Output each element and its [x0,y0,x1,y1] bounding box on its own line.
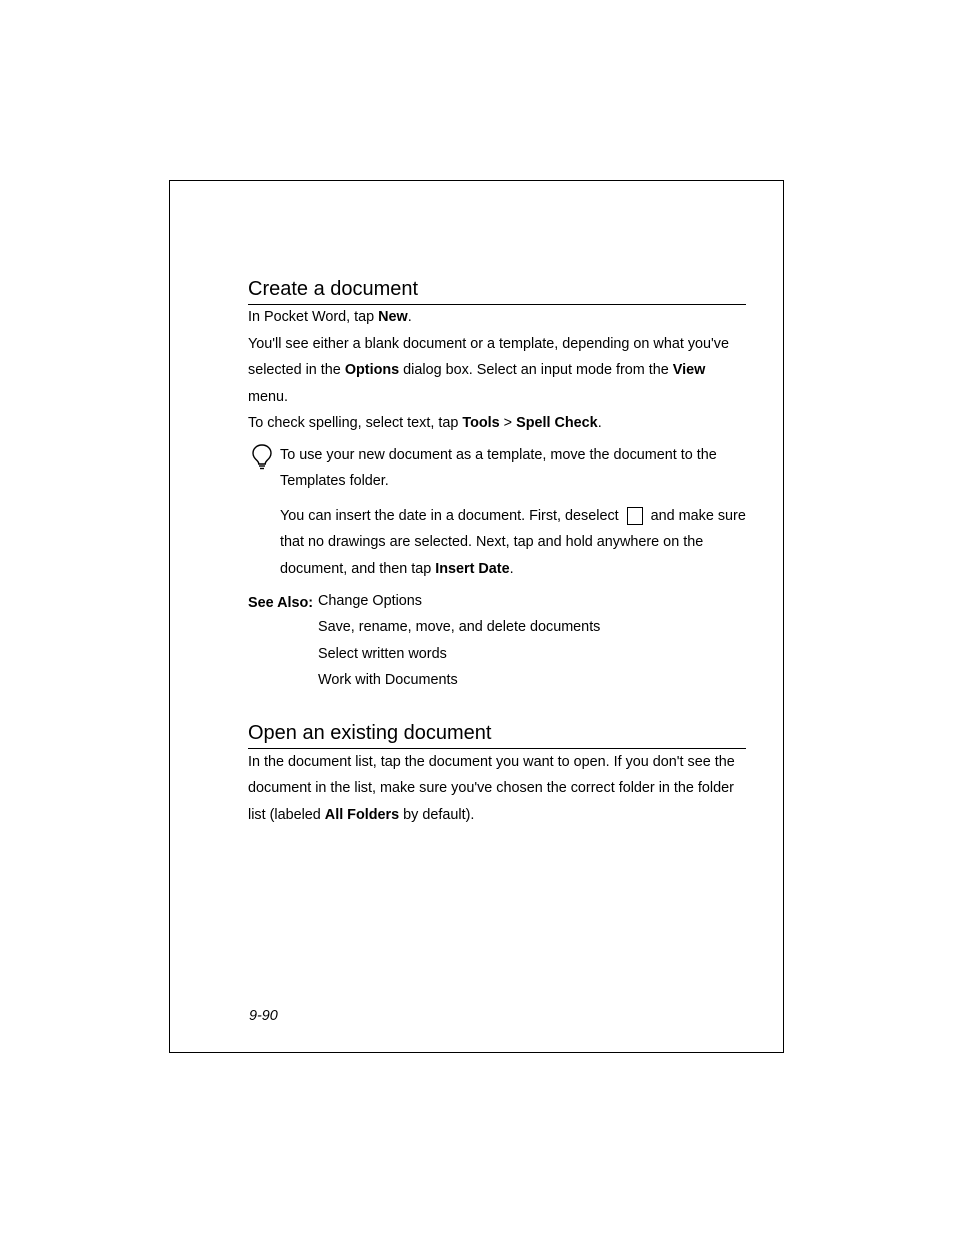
see-also-link[interactable]: Work with Documents [318,671,458,688]
text: . [407,309,412,325]
checkbox-icon [627,507,643,525]
bold-text: All Folders [324,806,400,823]
bold-text: New [378,309,408,325]
paragraph-new [248,304,748,330]
see-also-label: See Also: [248,595,314,611]
text: You can insert the date in a document. First, deselect [280,508,623,524]
tip-insert-date [280,503,750,582]
bold-text: View [672,362,706,379]
see-also-link[interactable]: Select written words [318,645,447,662]
paragraph-template [248,331,748,410]
see-also-link[interactable]: Save, rename, move, and delete documents [318,619,601,636]
text: To check spelling, select text, tap [248,415,463,431]
page-number: 9-90 [249,1008,278,1024]
text: In Pocket Word, tap [248,309,379,325]
bold-text: Options [344,362,400,379]
bold-text: Spell Check [516,415,598,431]
bold-text: Insert Date [435,560,510,577]
paragraph-open [248,749,748,828]
text: In the document list, tap the document you want to open. If you don't see the document in the list, make sure you've chosen the correct folder in the folder list (labeled [248,754,735,823]
text: . [597,415,602,431]
text: > [499,415,517,431]
text: by default). [399,806,475,823]
lightbulb-icon [251,443,273,471]
text: menu. [248,388,288,405]
text: and make sure that no drawings are selected. Next, tap and hold anywhere on the document, and then tap [280,508,746,577]
text: You'll see either a blank document or a template, depending on what you've selected in the [248,336,729,379]
tip-template: To use your new document as a template, move the document to the Templates folder. [280,447,717,490]
bold-text: Tools [462,415,500,431]
see-also-link[interactable]: Change Options [318,593,423,609]
section-title-open-document: Open an existing document [248,721,746,749]
text: . [509,560,514,577]
see-also-list [318,588,600,693]
paragraph-spell-check [248,410,748,436]
section-title-create-document: Create a document [248,277,746,305]
text: dialog box. Select an input mode from the [399,362,673,379]
